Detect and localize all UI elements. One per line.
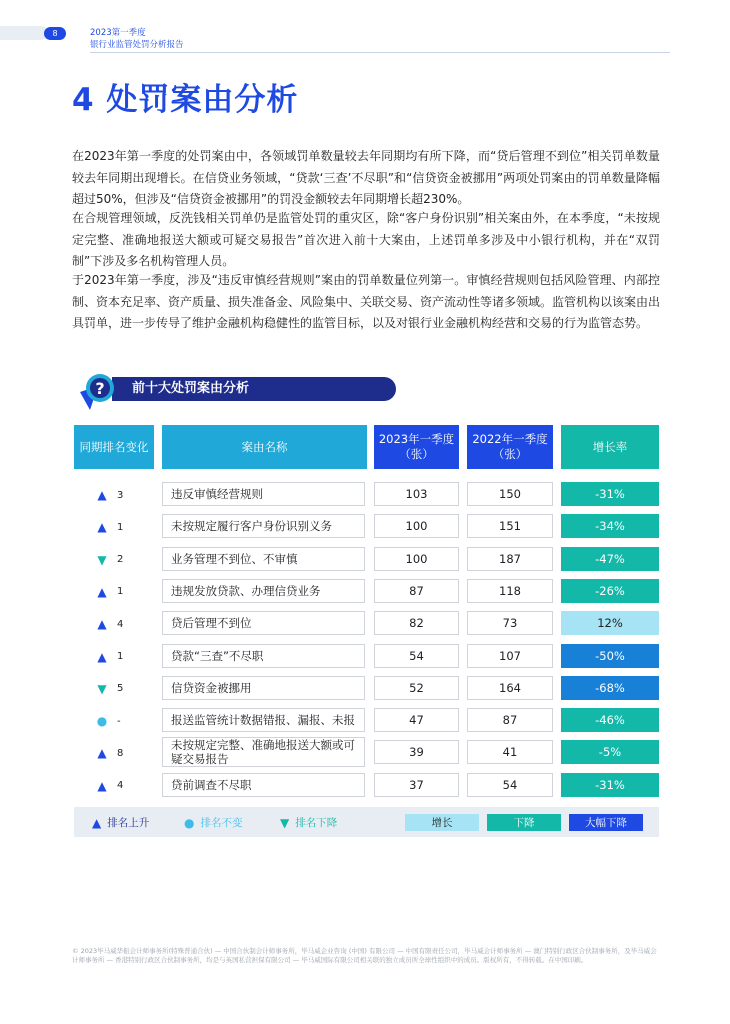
q1-2022-count-cell: 187	[467, 547, 553, 571]
section-title: 前十大处罚案由分析	[132, 381, 250, 396]
col-header-q1-2022: 2022年一季度 （张）	[467, 425, 553, 469]
q1-2022-count-cell: 54	[467, 773, 553, 797]
col-header-q1-2023: 2023年一季度 （张）	[374, 425, 459, 469]
case-name-cell: 报送监管统计数据错报、漏报、未报	[162, 708, 365, 732]
q1-2023-count-cell: 100	[374, 547, 459, 571]
rank-change-value: 4	[117, 618, 124, 630]
rank-change-value: 1	[117, 651, 124, 662]
col-header-rank-change: 同期排名变化	[74, 425, 154, 469]
table-row	[0, 676, 730, 706]
table-row	[0, 611, 730, 641]
rank-change	[95, 708, 121, 734]
rank-change-value: 2	[117, 554, 124, 566]
page-number-badge: 8	[44, 27, 66, 40]
q1-2023-count-cell: 82	[374, 611, 459, 635]
rank-change-value: 1	[117, 586, 124, 598]
table-row	[0, 644, 730, 674]
growth-rate-cell: -26%	[561, 579, 659, 603]
q1-2022-count-cell: 151	[467, 514, 553, 538]
question-pin-icon	[76, 372, 120, 412]
q1-2023-count-cell: 54	[374, 644, 459, 668]
q1-2023-count-cell: 100	[374, 514, 459, 538]
rank-change	[95, 547, 123, 573]
rank-change-value: 1	[117, 521, 124, 533]
triangle-up-icon: ▲	[97, 649, 107, 664]
legend-rank-same: ● 排名不变	[184, 815, 243, 830]
q1-2022-count-cell: 150	[467, 482, 553, 506]
triangle-up-icon: ▲	[97, 488, 107, 502]
rank-change	[95, 740, 123, 766]
table-row	[0, 708, 730, 738]
q1-2023-count-cell: 87	[374, 579, 459, 603]
rank-change	[95, 482, 123, 508]
table-row	[0, 547, 730, 577]
case-name-cell: 未按规定履行客户身份识别义务	[162, 514, 365, 538]
triangle-up-icon: ▲	[97, 746, 107, 761]
triangle-up-icon: ▲	[97, 617, 107, 632]
growth-rate-cell: -47%	[561, 547, 659, 571]
page-title: 4 处罚案由分析	[72, 82, 299, 118]
growth-rate-cell: -5%	[561, 740, 659, 764]
paragraph-1: 在2023年第一季度的处罚案由中，各领域罚单数量较去年同期均有所下降，而“贷后管理不到位”相关罚单数量较去年同期出现增长。在信贷业务领域，“贷款‘三查’不尽职”和“信贷资金被挪用”两项处罚案由的罚单数量降幅超过50%，但涉及“信贷资金被挪用”的罚没金额较去年同期增长超230%。	[72, 149, 660, 206]
rank-change-value: 5	[117, 683, 124, 695]
triangle-up-icon: ▲	[97, 778, 107, 793]
rank-change-value: 4	[117, 780, 124, 792]
triangle-down-icon: ▼	[97, 552, 107, 567]
case-name-cell: 贷款“三查”不尽职	[162, 644, 365, 668]
triangle-up-icon: ▲	[92, 815, 102, 830]
case-name-cell: 贷前调查不尽职	[162, 773, 365, 797]
legend-decrease: 下降	[487, 814, 561, 831]
rank-change-value: 3	[117, 489, 124, 501]
q1-2022-count-cell: 107	[467, 644, 553, 668]
triangle-down-icon: ▼	[280, 815, 290, 830]
legend-sharp-decrease: 大幅下降	[569, 814, 643, 831]
header-title-line1: 2023第一季度	[90, 28, 146, 38]
col-header-case-name: 案由名称	[162, 425, 367, 469]
rank-change-value: -	[117, 715, 121, 727]
header-title-line2: 银行业监管处罚分析报告	[90, 40, 184, 50]
dot-icon: ●	[184, 815, 195, 830]
rank-change	[95, 579, 123, 605]
q1-2022-count-cell: 118	[467, 579, 553, 603]
q1-2022-count-cell: 87	[467, 708, 553, 732]
copyright-footer: © 2023毕马威华振会计师事务所(特殊普通合伙) — 中国合伙制会计师事务所，毕马威企业咨询 (中国) 有限公司 — 中国有限责任公司，毕马威会计师事务所 — 澳门特别行政区合伙制事务所，及毕马威会计师事务所 — 香港特别行政区合伙制事务所，均是与英国私营担保有限公司 — 毕马威国际有限公司相关联的独立成员所全球性组织中的成员。版权所有，不得转载。在中国印刷。	[72, 947, 657, 964]
header-divider	[90, 52, 670, 53]
table-row	[0, 773, 730, 803]
legend-increase: 增长	[405, 814, 479, 831]
growth-rate-cell: -31%	[561, 482, 659, 506]
q1-2023-count-cell: 103	[374, 482, 459, 506]
growth-rate-cell: -46%	[561, 708, 659, 732]
q1-2023-count-cell: 39	[374, 740, 459, 764]
rank-change	[95, 644, 123, 670]
case-name-cell: 信贷资金被挪用	[162, 676, 365, 700]
rank-change	[95, 514, 123, 540]
case-name-cell: 业务管理不到位、不审慎	[162, 547, 365, 571]
paragraph-2: 在合规管理领域，反洗钱相关罚单仍是监管处罚的重灾区，除“客户身份识别”相关案由外，在本季度，“未按规定完整、准确地报送大额或可疑交易报告”首次进入前十大案由，上述罚单多涉及中小银行机构，并在“双罚制”下涉及多名机构管理人员。	[72, 211, 660, 268]
q1-2023-count-cell: 37	[374, 773, 459, 797]
case-name-cell: 违规发放贷款、办理信贷业务	[162, 579, 365, 603]
growth-rate-cell: 12%	[561, 611, 659, 635]
growth-rate-cell: -50%	[561, 644, 659, 668]
table-row	[0, 740, 730, 770]
q1-2022-count-cell: 41	[467, 740, 553, 764]
q1-2023-count-cell: 47	[374, 708, 459, 732]
header-accent-bar	[0, 26, 48, 40]
rank-change	[95, 773, 123, 799]
paragraph-3: 于2023年第一季度，涉及“违反审慎经营规则”案由的罚单数量位列第一。审慎经营规则包括风险管理、内部控制、资本充足率、资产质量、损失准备金、风险集中、关联交易、资产流动性等诸多领域。监管机构以该案由出具罚单，进一步传导了维护金融机构稳健性的监管目标，以及对银行业金融机构经营和交易的行为监管态势。	[72, 273, 661, 330]
rank-change	[95, 611, 123, 637]
growth-rate-cell: -31%	[561, 773, 659, 797]
col-header-growth: 增长率	[561, 425, 659, 469]
legend-rank-down: ▼ 排名下降	[280, 815, 338, 830]
triangle-down-icon: ▼	[97, 681, 107, 696]
triangle-up-icon: ▲	[97, 520, 107, 535]
case-name-cell: 未按规定完整、准确地报送大额或可疑交易报告	[162, 737, 365, 767]
svg-text:?: ?	[95, 379, 105, 398]
legend-rank-up: ▲ 排名上升	[92, 815, 150, 830]
rank-change-value: 8	[117, 747, 124, 759]
rank-change	[95, 676, 123, 702]
growth-rate-cell: -68%	[561, 676, 659, 700]
table-row	[0, 579, 730, 609]
q1-2022-count-cell: 73	[467, 611, 553, 635]
growth-rate-cell: -34%	[561, 514, 659, 538]
q1-2022-count-cell: 164	[467, 676, 553, 700]
q1-2023-count-cell: 52	[374, 676, 459, 700]
case-name-cell: 违反审慎经营规则	[162, 482, 365, 506]
table-row	[0, 514, 730, 544]
dot-icon: ●	[96, 714, 108, 729]
case-name-cell: 贷后管理不到位	[162, 611, 365, 635]
triangle-up-icon: ▲	[97, 584, 107, 599]
table-row	[0, 482, 730, 512]
